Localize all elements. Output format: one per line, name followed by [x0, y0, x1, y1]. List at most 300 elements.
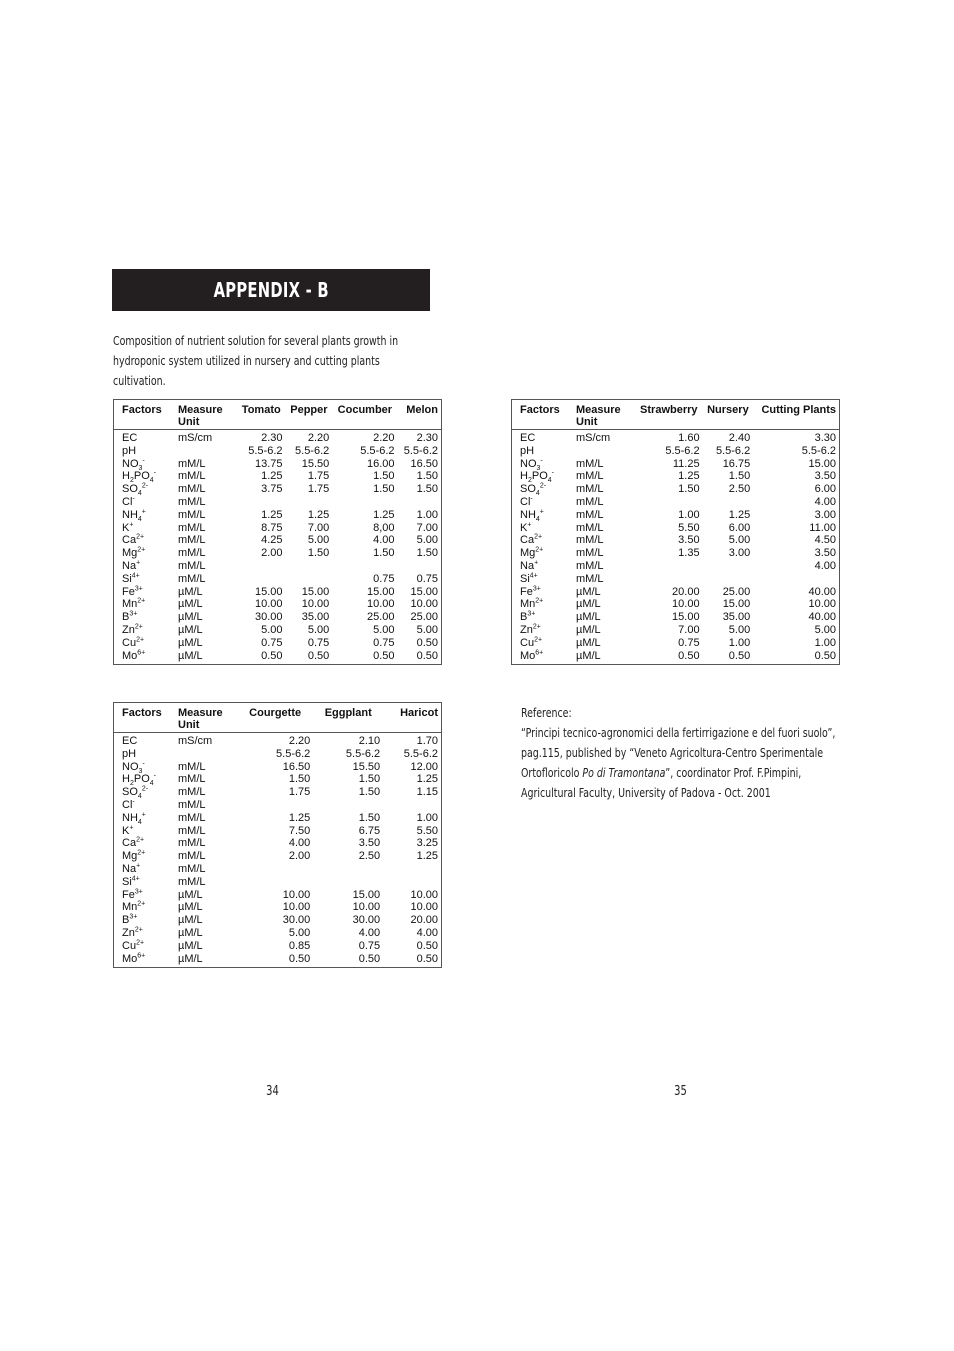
value-cell: 1.25 — [416, 850, 438, 863]
factor-cell: Cl- — [122, 495, 135, 508]
column-header: Haricot — [400, 707, 438, 719]
factor-cell: $Mn^{2+}$ — [520, 597, 544, 611]
table-row — [512, 445, 839, 458]
column-header: Pepper — [290, 404, 328, 416]
value-cell: 1.00 — [416, 811, 438, 824]
value-cell — [313, 876, 383, 889]
value-cell: 3.50 — [814, 547, 836, 560]
value-cell: 0.85 — [288, 939, 311, 952]
factor-cell: $Ca^{2+}$ — [122, 836, 145, 850]
factor-cell: Cl- — [122, 798, 135, 811]
table-row — [114, 876, 441, 889]
value-cell: 20.00 — [672, 585, 700, 598]
value-cell: 4.00 — [814, 559, 836, 572]
unit-cell: mM/L — [178, 773, 206, 786]
value-cell: 5.00 — [416, 623, 438, 636]
value-cell: 0.50 — [288, 952, 311, 965]
unit-cell: mM/L — [178, 457, 206, 470]
value-cell: 1.25 — [307, 508, 330, 521]
value-cell: 8.75 — [261, 521, 283, 534]
reference-text — [521, 723, 844, 803]
value-cell: 1.00 — [814, 636, 836, 649]
value-cell: 25.00 — [722, 585, 751, 598]
value-cell: 1.50 — [416, 547, 438, 560]
factor-cell: $Mn^{2+}$ — [122, 900, 146, 914]
value-cell: 12.00 — [410, 760, 438, 773]
factor-cell: $Ca^{2+}$ — [520, 533, 543, 547]
column-header: Measure Unit — [576, 404, 621, 428]
value-cell: 1.00 — [416, 508, 438, 521]
unit-cell: mM/L — [178, 508, 206, 521]
unit-cell — [573, 445, 635, 458]
unit-cell: mM/L — [576, 470, 604, 483]
value-cell: 15.00 — [808, 457, 836, 470]
factor-cell: $Mg^{2+}$ — [122, 546, 146, 560]
value-cell — [237, 876, 313, 889]
value-cell: 1.50 — [373, 483, 395, 496]
value-cell: 1.50 — [288, 773, 311, 786]
factor-cell: $H_2PO_4^-$ — [122, 772, 157, 788]
value-cell: 15.00 — [301, 585, 330, 598]
value-cell: 10.00 — [366, 598, 395, 611]
table-row — [114, 522, 441, 535]
value-cell: 2.30 — [261, 432, 283, 444]
factor-cell: EC — [122, 432, 138, 444]
factor-cell: pH — [122, 747, 137, 760]
unit-cell: mM/L — [178, 495, 206, 508]
table-row — [512, 430, 839, 445]
reference-text-italic: Po di Tramontana — [582, 765, 666, 780]
value-cell: 1.50 — [678, 483, 700, 496]
unit-cell: µM/L — [576, 649, 601, 662]
value-cell: 25.00 — [410, 611, 438, 624]
table-row — [512, 483, 839, 496]
value-cell: 25.00 — [366, 611, 395, 624]
table-row — [114, 786, 441, 799]
factor-cell: $NH_4^+$ — [520, 508, 544, 523]
table-row — [114, 470, 441, 483]
factor-cell: $Si^{4+}$ — [122, 572, 140, 585]
value-cell: 0.50 — [814, 649, 836, 662]
value-cell: 40.00 — [808, 585, 836, 598]
unit-cell: mS/cm — [178, 432, 213, 444]
value-cell: 6.00 — [814, 483, 836, 496]
unit-cell: µM/L — [178, 952, 203, 965]
factor-cell: $Si^{4+}$ — [520, 572, 538, 585]
unit-cell: mM/L — [178, 547, 206, 560]
unit-cell: mM/L — [178, 798, 206, 811]
nutrient-table-legumes — [113, 702, 442, 968]
value-cell: 5.5-6.2 — [715, 444, 751, 457]
factor-cell: $SO_4^{2-}$ — [122, 785, 149, 801]
value-cell: 3.50 — [678, 534, 700, 547]
value-cell: 5.5-6.2 — [248, 444, 283, 457]
value-cell: 2.30 — [416, 432, 438, 444]
value-cell: 10.00 — [410, 598, 438, 611]
table-row — [512, 534, 839, 547]
column-header: Eggplant — [324, 707, 372, 719]
value-cell: 15.50 — [301, 457, 330, 470]
table-row — [114, 573, 441, 586]
table-header-row — [114, 400, 441, 430]
unit-cell: µM/L — [178, 939, 203, 952]
value-cell: 0.75 — [416, 572, 438, 585]
value-cell: 0.50 — [416, 939, 438, 952]
unit-cell: mS/cm — [576, 432, 611, 444]
value-cell: 4.00 — [288, 837, 311, 850]
nutrient-table-nursery — [511, 399, 840, 665]
factor-cell: K+ — [122, 520, 134, 534]
unit-cell: µM/L — [178, 914, 203, 927]
column-header: Cocumber — [337, 404, 393, 416]
value-cell: 0.50 — [261, 649, 283, 662]
value-cell: 0.75 — [358, 939, 381, 952]
table-row — [512, 637, 839, 650]
factor-cell: $Ca^{2+}$ — [122, 533, 145, 547]
value-cell: 7.00 — [416, 521, 438, 534]
value-cell: 2.50 — [728, 483, 751, 496]
column-header: Cutting Plants — [761, 404, 836, 416]
value-cell: 5.5-6.2 — [345, 747, 381, 760]
unit-cell: µM/L — [576, 623, 601, 636]
table-row — [114, 773, 441, 786]
value-cell: 1.70 — [416, 735, 438, 747]
unit-cell: mM/L — [178, 850, 206, 863]
value-cell — [286, 496, 333, 509]
value-cell: 1.25 — [261, 508, 283, 521]
value-cell: 2.20 — [307, 432, 330, 444]
table-header-row — [114, 703, 441, 733]
table-row — [114, 598, 441, 611]
value-cell — [635, 496, 703, 509]
value-cell: 1.25 — [728, 508, 751, 521]
value-cell — [237, 799, 313, 812]
column-header: Tomato — [241, 404, 281, 416]
table-row — [114, 458, 441, 471]
column-header: Nursery — [707, 404, 749, 416]
appendix-title-bar — [112, 269, 430, 311]
value-cell: 2.50 — [358, 850, 381, 863]
column-header: Melon — [406, 404, 438, 416]
table-row — [512, 586, 839, 599]
unit-cell: mM/L — [178, 786, 206, 799]
column-header: Strawberry — [640, 404, 698, 416]
table-row — [114, 837, 441, 850]
value-cell: 1.75 — [288, 786, 311, 799]
unit-cell: µM/L — [576, 611, 601, 624]
table-row — [114, 650, 441, 665]
value-cell: 15.50 — [352, 760, 381, 773]
unit-cell: mM/L — [178, 572, 206, 585]
factor-cell: $NH_4^+$ — [122, 811, 146, 826]
value-cell: 30.00 — [352, 914, 381, 927]
value-cell: 2.00 — [288, 850, 311, 863]
reference-label: Reference: — [521, 705, 572, 720]
table-row — [114, 761, 441, 774]
table-row — [114, 953, 441, 968]
value-cell — [383, 863, 441, 876]
page-number-left: 34 — [266, 1084, 279, 1099]
table-row — [114, 483, 441, 496]
value-cell: 1.50 — [358, 786, 381, 799]
table-row — [114, 901, 441, 914]
table-row — [512, 650, 839, 665]
column-header: Measure Unit — [178, 707, 223, 731]
value-cell: 2.20 — [373, 432, 395, 444]
table-row — [114, 547, 441, 560]
table-row — [114, 850, 441, 863]
unit-cell: mS/cm — [178, 735, 213, 747]
value-cell — [332, 560, 397, 573]
factor-cell: $Cu^{2+}$ — [122, 636, 145, 649]
table-row — [512, 547, 839, 560]
value-cell: 1.50 — [373, 547, 395, 560]
value-cell: 0.50 — [678, 649, 700, 662]
value-cell — [383, 799, 441, 812]
factor-cell: K+ — [122, 823, 134, 837]
column-header: Factors — [122, 404, 162, 416]
unit-cell: mM/L — [178, 824, 206, 837]
value-cell: 1.50 — [307, 547, 330, 560]
value-cell: 13.75 — [254, 457, 283, 470]
reference-block — [521, 703, 844, 803]
unit-cell: µM/L — [178, 888, 203, 901]
factor-cell: $Zn^{2+}$ — [122, 623, 143, 636]
value-cell: 3.30 — [814, 432, 836, 444]
value-cell: 2.00 — [261, 547, 283, 560]
unit-cell: µM/L — [576, 585, 601, 598]
factor-cell: $H_2PO_4^-$ — [122, 469, 157, 485]
unit-cell: mM/L — [178, 760, 206, 773]
value-cell — [635, 573, 703, 586]
factor-cell: EC — [520, 432, 536, 444]
value-cell: 10.00 — [808, 598, 836, 611]
value-cell: 1.60 — [678, 432, 700, 444]
value-cell: 5.00 — [728, 623, 751, 636]
unit-cell: mM/L — [178, 862, 206, 875]
value-cell — [635, 560, 703, 573]
factor-cell: $B^{3+}$ — [520, 610, 536, 624]
value-cell: 1.50 — [373, 470, 395, 483]
page-number-right: 35 — [674, 1084, 687, 1099]
value-cell: 1.25 — [678, 470, 700, 483]
table-row — [114, 799, 441, 812]
unit-cell: mM/L — [576, 495, 604, 508]
table-row — [512, 522, 839, 535]
value-cell — [286, 573, 333, 586]
value-cell: 5.5-6.2 — [360, 444, 395, 457]
unit-cell: µM/L — [178, 623, 203, 636]
value-cell: 0.75 — [373, 572, 395, 585]
value-cell: 1.75 — [307, 470, 330, 483]
value-cell: 1.25 — [288, 811, 311, 824]
factor-cell: $Mo^{6+}$ — [122, 951, 146, 965]
table-row — [512, 496, 839, 509]
factor-cell: $SO_4^{2-}$ — [520, 482, 547, 498]
factor-cell: $H_2PO_4^-$ — [520, 469, 555, 485]
unit-cell: µM/L — [178, 636, 203, 649]
factor-cell: $Fe^{3+}$ — [122, 887, 143, 901]
value-cell: 15.00 — [722, 598, 751, 611]
unit-cell: mM/L — [178, 521, 206, 534]
reference-text-part-2: ”, coordinator Prof. F.Pimpini, Agricultural Faculty, University of Padova - Oct. 2001 — [521, 765, 802, 800]
column-header: Courgette — [249, 707, 302, 719]
value-cell: 1.35 — [678, 547, 700, 560]
value-cell: 0.50 — [373, 649, 395, 662]
value-cell: 1.50 — [416, 470, 438, 483]
table-row — [114, 927, 441, 940]
table-row — [114, 611, 441, 624]
table-row — [512, 560, 839, 573]
unit-cell: µM/L — [178, 901, 203, 914]
value-cell: 5.50 — [678, 521, 700, 534]
value-cell: 30.00 — [282, 914, 311, 927]
value-cell: 4.00 — [416, 926, 438, 939]
value-cell: 1.50 — [728, 470, 751, 483]
unit-cell: mM/L — [576, 457, 604, 470]
value-cell: 5.00 — [416, 534, 438, 547]
value-cell: 5.5-6.2 — [295, 444, 330, 457]
table-row — [114, 825, 441, 838]
factor-cell: $Zn^{2+}$ — [520, 623, 541, 636]
value-cell — [237, 863, 313, 876]
factor-cell: $Zn^{2+}$ — [122, 926, 143, 939]
value-cell: 1.00 — [678, 508, 700, 521]
factor-cell: $Fe^{3+}$ — [122, 584, 143, 598]
factor-cell: Cl- — [520, 495, 533, 508]
table-row — [512, 509, 839, 522]
value-cell: 4.00 — [373, 534, 395, 547]
value-cell: 3.50 — [814, 470, 836, 483]
value-cell: 5.5-6.2 — [403, 444, 438, 457]
value-cell: 0.50 — [358, 952, 381, 965]
value-cell: 0.50 — [416, 952, 438, 965]
value-cell: 4.00 — [358, 926, 381, 939]
value-cell — [398, 560, 442, 573]
value-cell — [398, 496, 442, 509]
unit-cell: mM/L — [576, 534, 604, 547]
table-row — [114, 812, 441, 825]
value-cell: 15.00 — [672, 611, 700, 624]
value-cell: 5.00 — [814, 623, 836, 636]
value-cell: 40.00 — [808, 611, 836, 624]
table-row — [114, 940, 441, 953]
nutrient-table-vegetables — [113, 399, 442, 665]
value-cell: 1.75 — [307, 483, 330, 496]
value-cell: 3.25 — [416, 837, 438, 850]
value-cell: 5.00 — [307, 534, 330, 547]
table-row — [114, 430, 441, 445]
value-cell — [237, 560, 286, 573]
unit-cell: mM/L — [576, 572, 604, 585]
factor-cell: pH — [122, 444, 137, 457]
factor-cell: $Mg^{2+}$ — [122, 849, 146, 863]
value-cell: 3.75 — [261, 483, 283, 496]
value-cell: 1.00 — [728, 636, 751, 649]
value-cell: 16.00 — [366, 457, 395, 470]
table-3 — [114, 703, 441, 967]
unit-cell: mM/L — [178, 534, 206, 547]
table-row — [114, 733, 441, 748]
value-cell — [383, 876, 441, 889]
value-cell: 5.5-6.2 — [665, 444, 700, 457]
value-cell: 5.5-6.2 — [276, 747, 311, 760]
unit-cell — [175, 748, 237, 761]
value-cell: 35.00 — [722, 611, 751, 624]
value-cell: 1.25 — [373, 508, 395, 521]
value-cell — [703, 496, 754, 509]
factor-cell: $Mg^{2+}$ — [520, 546, 544, 560]
value-cell: 6.75 — [358, 824, 381, 837]
column-header: Measure Unit — [178, 404, 223, 428]
reference-text-part-1: “Principi tecnico-agronomici della fertirrigazione e del fuori suolo”, pag.115, published by “Veneto Agricoltura-Centro Sperimentale Ortofloricolo — [521, 725, 836, 780]
table-row — [114, 748, 441, 761]
table-row — [512, 611, 839, 624]
value-cell: 10.00 — [254, 598, 283, 611]
value-cell: 11.25 — [672, 457, 700, 470]
factor-cell: $NO_3^-$ — [520, 456, 543, 472]
value-cell: 0.75 — [373, 636, 395, 649]
column-header: Factors — [520, 404, 560, 416]
table-row — [114, 534, 441, 547]
value-cell: 1.50 — [416, 483, 438, 496]
value-cell: 5.00 — [307, 623, 330, 636]
value-cell: 10.00 — [410, 901, 438, 914]
value-cell — [703, 560, 754, 573]
factor-cell: $NH_4^+$ — [122, 508, 146, 523]
factor-cell: $Mo^{6+}$ — [520, 648, 544, 662]
unit-cell: µM/L — [178, 649, 203, 662]
value-cell: 0.75 — [261, 636, 283, 649]
value-cell: 0.50 — [307, 649, 330, 662]
value-cell — [237, 496, 286, 509]
unit-cell: µM/L — [178, 598, 203, 611]
value-cell: 5.00 — [288, 926, 311, 939]
unit-cell: mM/L — [178, 559, 206, 572]
value-cell: 7.00 — [678, 623, 700, 636]
value-cell: 16.50 — [282, 760, 311, 773]
value-cell: 2.10 — [358, 735, 381, 747]
value-cell: 5.00 — [373, 623, 395, 636]
factor-cell: $Cu^{2+}$ — [122, 939, 145, 952]
factor-cell: Na+ — [122, 862, 141, 875]
table-row — [512, 573, 839, 586]
value-cell: 0.75 — [678, 636, 700, 649]
table-row — [512, 598, 839, 611]
value-cell: 10.00 — [672, 598, 700, 611]
intro-caption: Composition of nutrient solution for several plants growth in hydroponic system utilized in nursery and cutting plants cultivation. — [113, 333, 399, 388]
factor-cell: $B^{3+}$ — [122, 913, 138, 927]
value-cell: 1.25 — [261, 470, 283, 483]
value-cell: 6.00 — [728, 521, 751, 534]
value-cell — [313, 799, 383, 812]
factor-cell: $NO_3^-$ — [122, 456, 145, 472]
unit-cell: µM/L — [576, 636, 601, 649]
unit-cell: mM/L — [576, 547, 604, 560]
unit-cell — [175, 445, 237, 458]
value-cell: 5.5-6.2 — [801, 444, 836, 457]
unit-cell: mM/L — [178, 483, 206, 496]
value-cell: 16.50 — [410, 457, 438, 470]
value-cell: 10.00 — [301, 598, 330, 611]
factor-cell: $Si^{4+}$ — [122, 875, 140, 888]
table-row — [114, 863, 441, 876]
value-cell: 3.50 — [358, 837, 381, 850]
unit-cell: mM/L — [178, 837, 206, 850]
value-cell — [286, 560, 333, 573]
unit-cell: mM/L — [576, 521, 604, 534]
value-cell — [332, 496, 397, 509]
